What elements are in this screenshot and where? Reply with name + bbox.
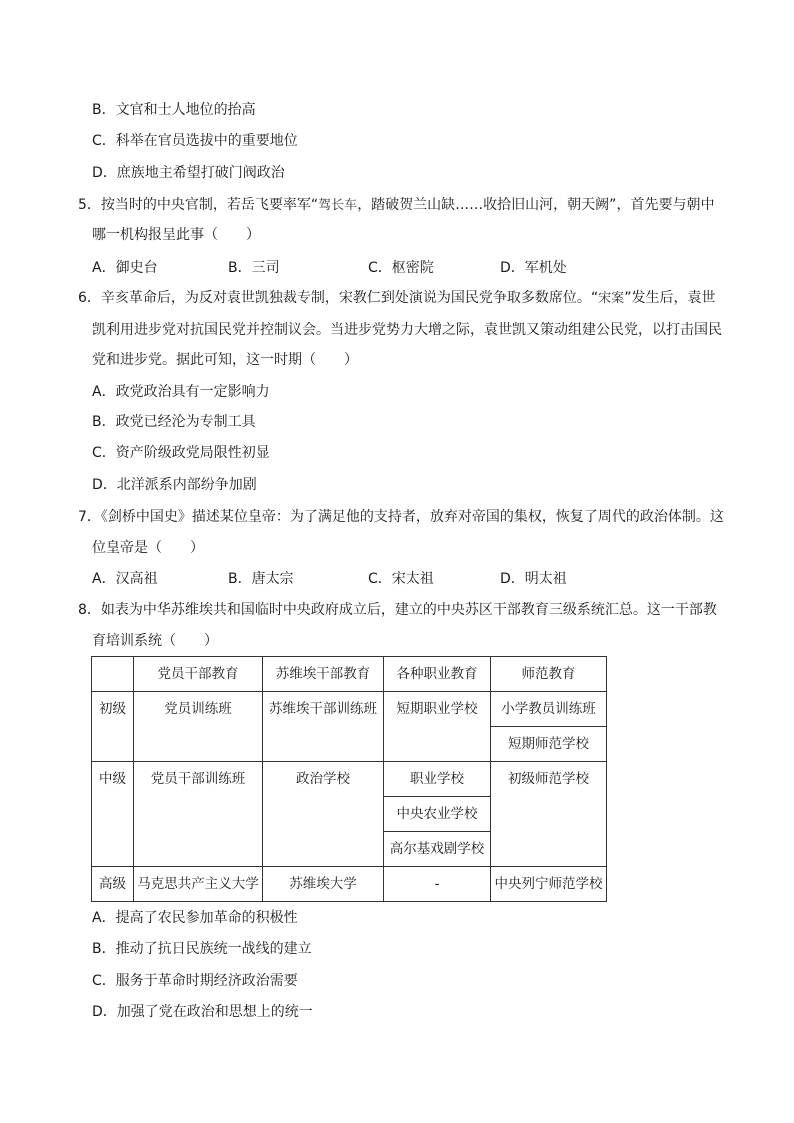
table-cell: 苏维埃大学	[263, 867, 384, 902]
table-cell: -	[384, 867, 491, 902]
table-header-cell: 党员干部教育	[134, 657, 263, 692]
table-level-cell: 高级	[92, 867, 134, 902]
table-level-cell: 中级	[92, 762, 134, 867]
table-cell: 党员干部训练班	[134, 762, 263, 867]
table-cell: 党员训练班	[134, 692, 263, 762]
q5-stem-line1	[78, 195, 714, 216]
table-cell: 短期师范学校	[491, 727, 607, 762]
table-header-row	[92, 657, 607, 692]
q8-stem-line2: 育培训系统（ ）	[92, 633, 218, 649]
q6-option-c: C．资产阶级政党局限性初显	[92, 445, 270, 461]
table-cell: 职业学校	[384, 762, 491, 797]
q5-option-a: A．御史台	[92, 260, 158, 276]
q8-option-b: B．推动了抗日民族统一战线的建立	[92, 941, 312, 957]
q6-stem-line3: 党和进步党。据此可知，这一时期（ ）	[92, 352, 358, 368]
q4-option-c: C．科举在官员选拔中的重要地位	[92, 133, 298, 149]
table-cell: 苏维埃干部训练班	[263, 692, 384, 762]
table-cell: 短期职业学校	[384, 692, 491, 762]
table-cell: 初级师范学校	[491, 762, 607, 867]
q7-option-a: A．汉高祖	[92, 571, 158, 587]
q8-option-a: A．提高了农民参加革命的积极性	[92, 910, 298, 926]
q6-option-d: D．北洋派系内部纷争加剧	[92, 477, 257, 493]
table-row	[92, 867, 607, 902]
q5-option-b: B．三司	[228, 260, 280, 276]
q4-option-b: B．文官和士人地位的抬高	[92, 102, 256, 118]
table-level-cell: 初级	[92, 692, 134, 762]
table-header-cell: 苏维埃干部教育	[263, 657, 384, 692]
table-cell: 高尔基戏剧学校	[384, 832, 491, 867]
q8-option-d: D．加强了党在政治和思想上的统一	[92, 1004, 313, 1020]
q8-option-c: C．服务于革命时期经济政治需要	[92, 973, 298, 989]
table-cell: 中央农业学校	[384, 797, 491, 832]
table-cell: 中央列宁师范学校	[491, 867, 607, 902]
q6-stem-prefix: 6．辛亥革命后，为反对袁世凯独裁专制，宋教仁到处演说为国民党争取多数席位。“	[78, 290, 599, 306]
q5-stem-prefix: 5．按当时的中央官制，若岳飞要率军“	[78, 197, 319, 213]
q6-stem-line1	[78, 288, 715, 309]
q5-stem-line2: 哪一机构报呈此事（ ）	[92, 227, 260, 243]
q5-option-c: C．枢密院	[368, 260, 434, 276]
table-header-cell: 各种职业教育	[384, 657, 491, 692]
q6-stem-suffix: ”发生后，袁世	[624, 290, 716, 306]
q6-option-a: A．政党政治具有一定影响力	[92, 384, 270, 400]
table-row	[92, 692, 607, 727]
q5-quote: 驾长车	[318, 198, 358, 213]
table-cell: 小学教员训练班	[491, 692, 607, 727]
table-header-cell: 师范教育	[491, 657, 607, 692]
q7-option-b: B．唐太宗	[228, 571, 294, 587]
q5-stem-suffix: ，踏破贺兰山缺……收拾旧山河，朝天阙”，首先要与朝中	[357, 197, 715, 213]
q6-option-b: B．政党已经沦为专制工具	[92, 414, 256, 430]
q6-quote: 宋案	[598, 291, 625, 306]
table-row	[92, 762, 607, 797]
q4-option-d: D．庶族地主希望打破门阀政治	[92, 165, 285, 181]
cadre-education-table	[91, 656, 607, 902]
table-cell: 马克思共产主义大学	[134, 867, 263, 902]
q7-stem-line2: 位皇帝是（ ）	[92, 540, 204, 556]
q5-option-d: D．军机处	[500, 260, 567, 276]
q7-option-c: C．宋太祖	[368, 571, 434, 587]
table-header-cell	[92, 657, 134, 692]
table-cell: 政治学校	[263, 762, 384, 867]
q7-option-d: D．明太祖	[500, 571, 567, 587]
q7-stem-line1: 7．《剑桥中国史》描述某位皇帝：为了满足他的支持者，放弃对帝国的集权，恢复了周代的政治体制。这	[78, 509, 724, 525]
q8-stem-line1: 8．如表为中华苏维埃共和国临时中央政府成立后，建立的中央苏区干部教育三级系统汇总。这一干部教	[78, 602, 717, 618]
q6-stem-line2: 凯利用进步党对抗国民党并控制议会。当进步党势力大增之际，袁世凯又策动组建公民党，以打击国民	[92, 322, 722, 338]
